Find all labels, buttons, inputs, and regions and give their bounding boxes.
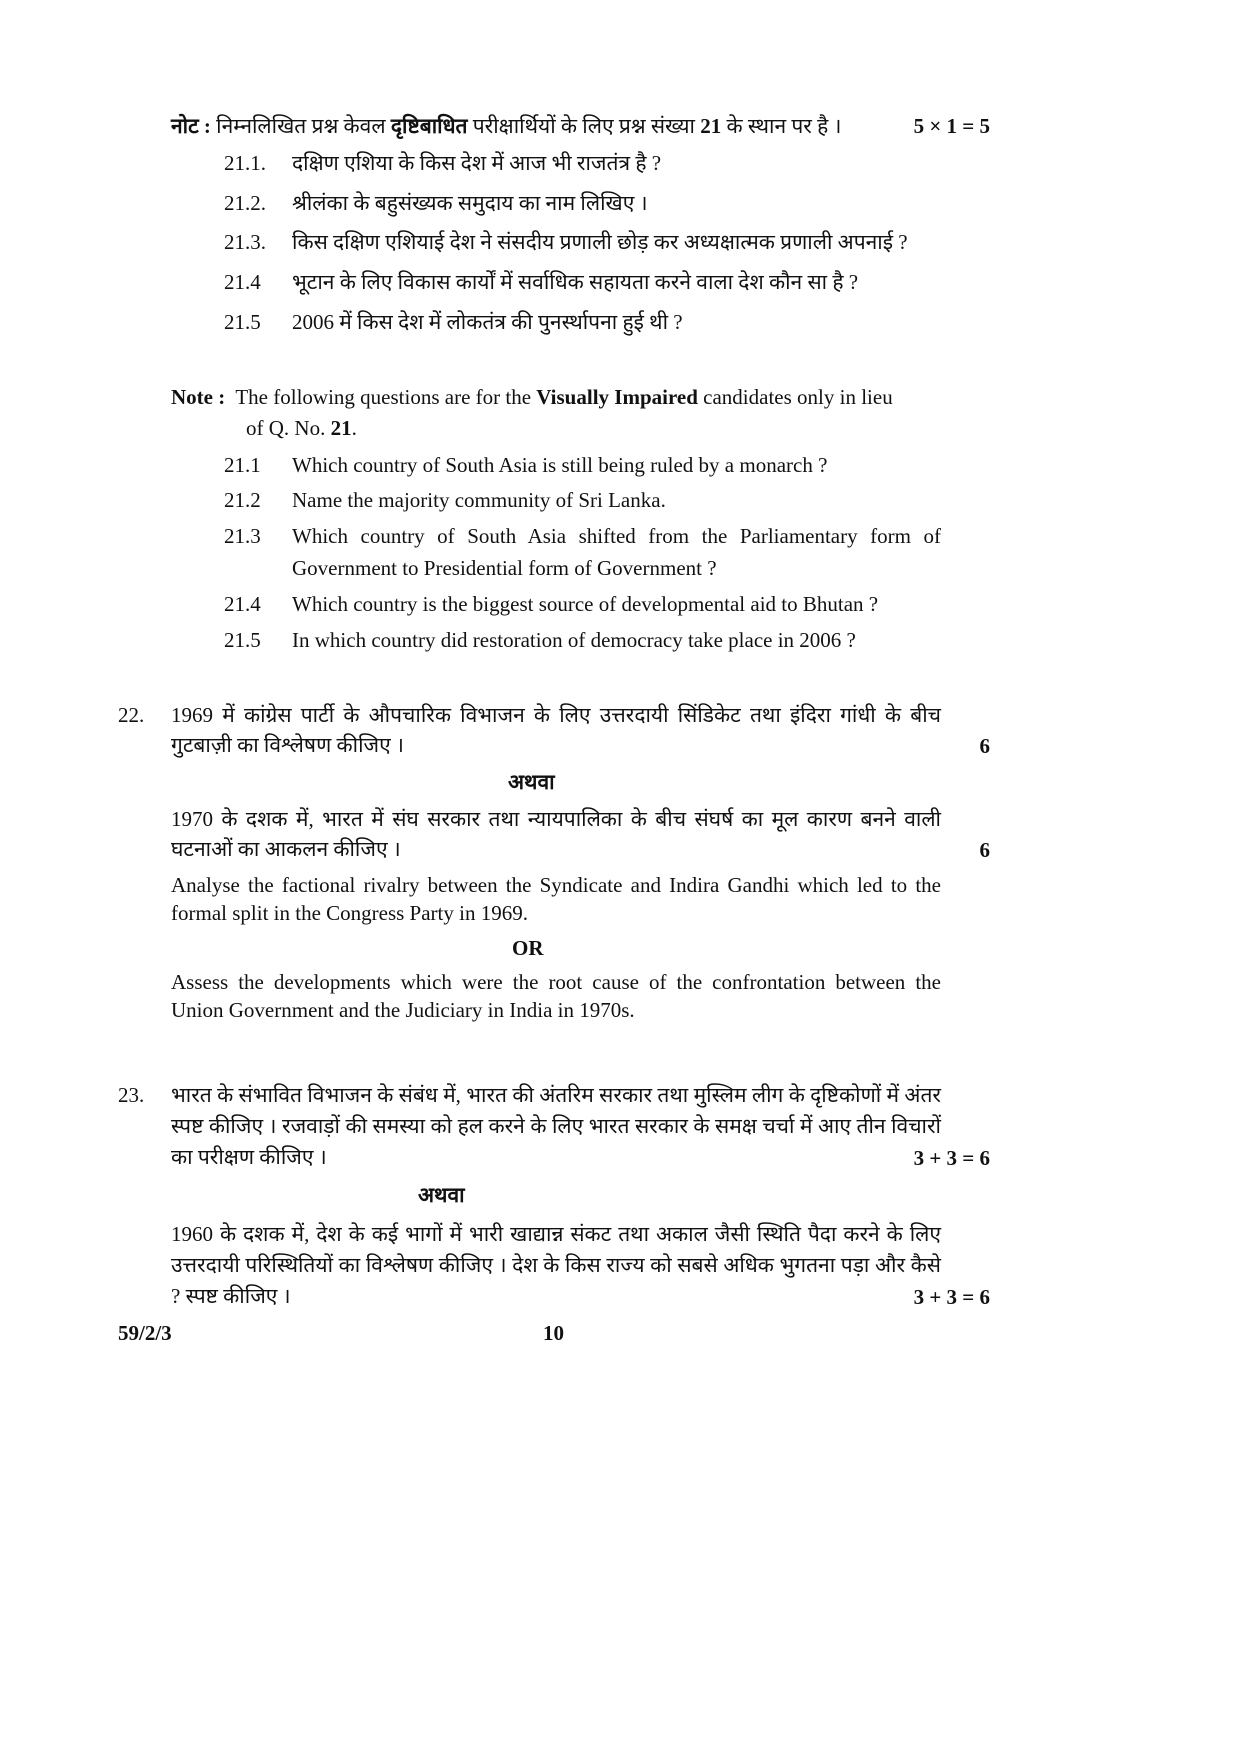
q23-marks-b: 3 + 3 = 6 <box>913 1285 990 1309</box>
paper-code: 59/2/3 <box>118 1321 172 1345</box>
note-qno: 21 <box>700 114 722 138</box>
note-bold: दृष्टिबाधित <box>390 114 468 138</box>
question-number: 21.2. <box>224 191 266 215</box>
note-text: निम्नलिखित प्रश्न केवल <box>216 114 386 138</box>
question-number: 21.4 <box>224 270 261 294</box>
q22-marks-b: 6 <box>979 838 990 862</box>
question-text: भूटान के लिए विकास कार्यों में सर्वाधिक सहायता करने वाला देश कौन सा है ? <box>292 270 859 294</box>
question-text: Which country is the biggest source of developmental aid to Bhutan ? <box>292 592 879 616</box>
question-text: Which country of South Asia is still being ruled by a monarch ? <box>292 453 828 477</box>
question-text: किस दक्षिण एशियाई देश ने संसदीय प्रणाली छोड़ कर अध्यक्षात्मक प्रणाली अपनाई ? <box>292 230 908 254</box>
note-label: Note : <box>171 385 226 409</box>
q22-marks-a: 6 <box>979 734 990 758</box>
note-text: candidates only in lieu <box>703 385 893 409</box>
question-number: 21.5 <box>224 628 261 652</box>
q22-number: 22. <box>118 703 145 727</box>
question-text: In which country did restoration of democracy take place in 2006 ? <box>292 628 856 652</box>
question-number: 21.1 <box>224 453 261 477</box>
q22-or-hindi: अथवा <box>508 770 555 794</box>
marks: 5 × 1 = 5 <box>913 114 990 138</box>
note-text: of Q. No. <box>246 416 326 440</box>
question-text-cont: Government to Presidential form of Government ? <box>292 556 717 580</box>
q22-hindi-b: 1970 के दशक में, भारत में संघ सरकार तथा न्यायपालिका के बीच संघर्ष का मूल कारण बनने वाली घटनाओं का आकलन कीजिए । <box>171 807 941 861</box>
note-text: परीक्षार्थियों के लिए प्रश्न संख्या <box>472 114 695 138</box>
note-text: The following questions are for the <box>235 385 532 409</box>
question-number: 21.4 <box>224 592 261 616</box>
question-number: 21.5 <box>224 310 261 334</box>
note-bold: Visually Impaired <box>536 385 698 409</box>
question-number: 21.1. <box>224 151 266 175</box>
q23-hindi-b: 1960 के दशक में, देश के कई भागों में भारी खाद्यान्न संकट तथा अकाल जैसी स्थिति पैदा करने के लिए उत्तरदायी परिस्थितियों का विश्लेषण कीजिए । देश के किस राज्य को सबसे अधिक भुगतना पड़ा और कैसे ? स्पष्ट कीजिए । <box>171 1222 941 1308</box>
q22-hindi-a: 1969 में कांग्रेस पार्टी के औपचारिक विभाजन के लिए उत्तरदायी सिंडिकेट तथा इंदिरा गांधी के बीच गुटबाज़ी का विश्लेषण कीजिए । <box>171 703 941 757</box>
q22-english-b: Assess the developments which were the root cause of the confrontation between the Union Government and the Judiciary in India in 1970s. <box>171 970 941 1022</box>
q23-number: 23. <box>118 1083 145 1107</box>
question-number: 21.3 <box>224 524 261 548</box>
q23-or-hindi: अथवा <box>418 1183 465 1207</box>
english-note-cont: of Q. No. 21. <box>246 416 357 440</box>
question-text: दक्षिण एशिया के किस देश में आज भी राजतंत्र है ? <box>292 151 662 175</box>
question-number: 21.3. <box>224 230 266 254</box>
q22-english-a: Analyse the factional rivalry between the Syndicate and Indira Gandhi which led to the formal split in the Congress Party in 1969. <box>171 873 941 925</box>
q23-hindi-a: भारत के संभावित विभाजन के संबंध में, भारत की अंतरिम सरकार तथा मुस्लिम लीग के दृष्टिकोणों में अंतर स्पष्ट कीजिए । रजवाड़ों की समस्या को हल करने के लिए भारत सरकार के समक्ष चर्चा में आए तीन विचारों का परीक्षण कीजिए । <box>171 1083 941 1169</box>
question-text: श्रीलंका के बहुसंख्यक समुदाय का नाम लिखिए । <box>292 191 648 215</box>
question-number: 21.2 <box>224 488 261 512</box>
q23-marks-a: 3 + 3 = 6 <box>913 1146 990 1170</box>
q22-or-english: OR <box>512 936 544 960</box>
page-number: 10 <box>543 1321 564 1345</box>
question-text: Which country of South Asia shifted from the Parliamentary form of <box>292 524 941 548</box>
note-qno: 21 <box>330 416 352 440</box>
question-text: Name the majority community of Sri Lanka. <box>292 488 666 512</box>
hindi-note <box>171 113 842 139</box>
note-label: नोट : <box>171 114 211 138</box>
english-note <box>171 384 893 410</box>
question-text: 2006 में किस देश में लोकतंत्र की पुनर्स्थापना हुई थी ? <box>292 310 683 334</box>
note-text: के स्थान पर है । <box>726 114 842 138</box>
